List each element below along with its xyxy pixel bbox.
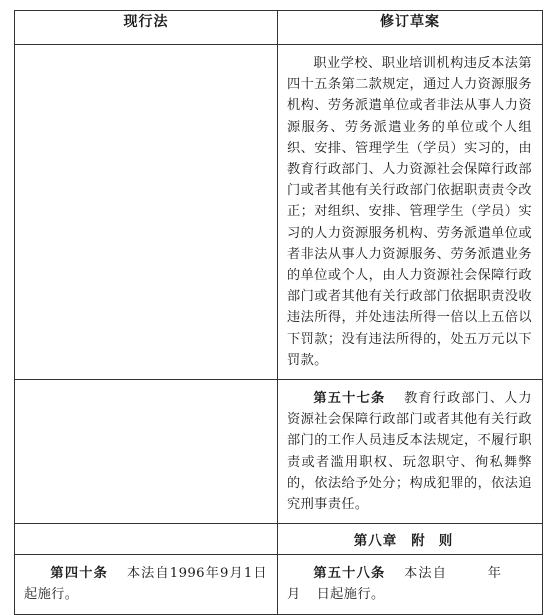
- chapter-title: 附则: [411, 533, 467, 550]
- article-text-part: 年: [487, 566, 503, 582]
- table-row: [15, 524, 543, 555]
- table-header-row: [15, 11, 543, 45]
- table-row: [15, 380, 543, 524]
- current-law-cell-empty: [15, 524, 278, 555]
- header-revised-draft: 修订草案: [278, 11, 543, 45]
- revised-paragraph: [278, 380, 542, 523]
- law-comparison-table: [14, 10, 543, 615]
- article-text-part: 月: [287, 587, 301, 603]
- chapter-number: 第八章: [353, 533, 398, 550]
- article-text: 教育行政部门、人力资源社会保障行政部门或者其他有关行政部门的工作人员违反本法规定，不履行职责或者滥用职权、玩忽职守、徇私舞弊的，依法给予处分；构成犯罪的，依法追究刑事责任。: [287, 391, 532, 513]
- current-law-cell: [15, 555, 278, 614]
- article-number: 第四十条: [50, 566, 109, 582]
- table-row: [15, 555, 543, 614]
- article-number: 第五十七条: [313, 391, 386, 407]
- article-text-part: 日起施行。: [316, 587, 385, 603]
- current-law-cell-empty: [15, 45, 278, 380]
- revised-paragraph: 职业学校、职业培训机构违反本法第四十五条第二款规定，通过人力资源服务机构、劳务派遣单位或者非法从事人力资源服务、劳务派遣业务的单位或个人组织、安排、管理学生（学员）实习的，由教育行政部门、人力资源社会保障行政部门或者其他有关行政部门依据职责责令改正；对组织、安排、管理学生（学员）实习的人力资源服务机构、劳务派遣单位或者非法从事人力资源服务、劳务派遣业务的单位或个人，由人力资源社会保障行政部门或者其他有关行政部门依据职责没收违法所得，并处违法所得一倍以上五倍以下罚款；没有违法所得的，处五万元以下罚款。: [287, 56, 532, 368]
- revised-draft-cell: [278, 45, 543, 380]
- current-law-cell-empty: [15, 380, 278, 524]
- current-paragraph: [15, 555, 277, 613]
- chapter-heading: [278, 524, 543, 555]
- revised-paragraph: [278, 555, 542, 613]
- header-current-law: 现行法: [15, 11, 278, 45]
- article-number: 第五十八条: [313, 566, 386, 582]
- article-text-part: 本法自: [403, 566, 447, 582]
- article-text: 本法自1996年9月1日起施行。: [24, 566, 267, 603]
- table-row: [15, 45, 543, 380]
- revised-draft-cell: [278, 380, 543, 524]
- revised-draft-cell: [278, 555, 543, 614]
